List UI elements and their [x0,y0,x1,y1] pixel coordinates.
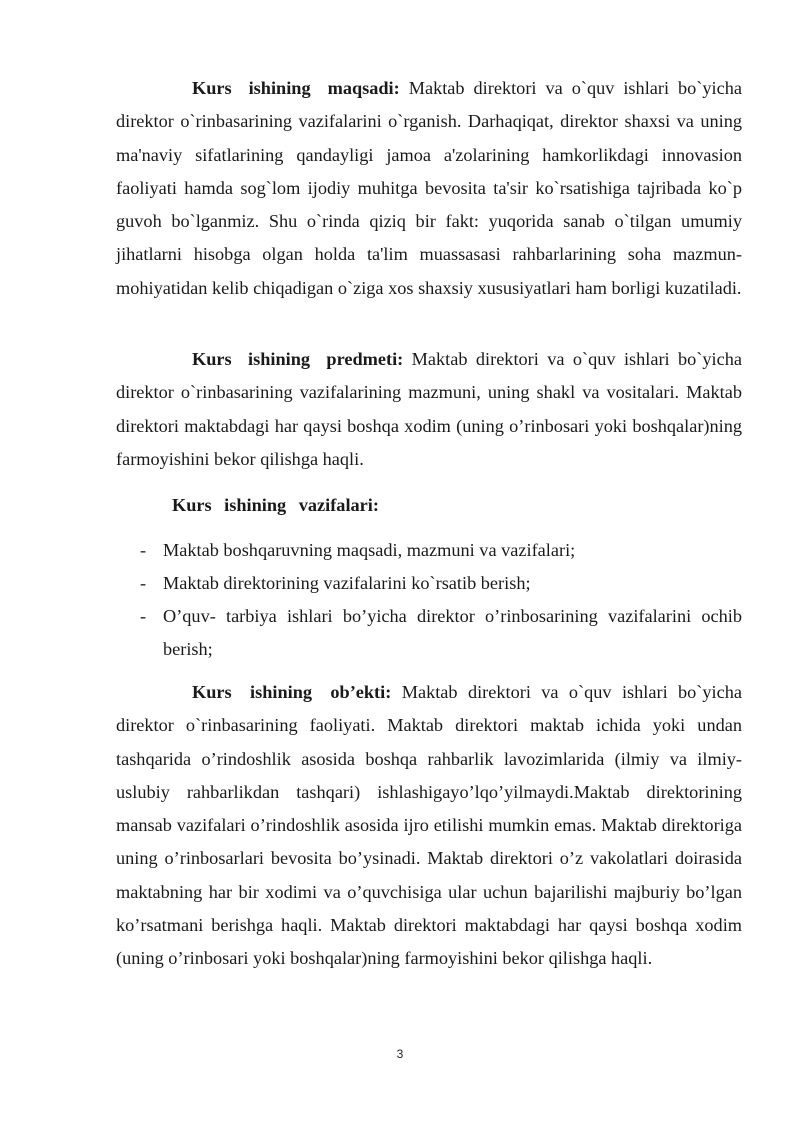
text-obekti: Maktab direktori va o`quv ishlari bo`yicha direktor o`rinbasarining faoliyati. Maktab direktori maktab ichida yoki undan tashqarida o’rindoshlik asosida boshqa rahbarlik lavozimlarida (ilmiy va ilmiy-uslubiy rahbarlikdan tashqari) ishlashigayo’lqo’yilmaydi.Maktab direktorining mansab vazifalari o’rindoshlik asosida ijro etilishi mumkin emas. Maktab direktoriga uning o’rinbosarlari bevosita bo’ysinadi. Maktab direktori o’z vakolatlari doirasida maktabning har bir xodimi va o’quvchisiga ular uchun bajarilishi majburiy bo’lgan ko’rsatmani berishga haqli. Maktab direktori maktabdagi har qaysi boshqa xodim (uning o’rinbosari yoki boshqalar)ning farmoyishini bekor qilishga haqli. [116,682,742,969]
heading-maqsadi: Kurs ishining maqsadi: [192,78,400,98]
heading-vazifalari: Kurs ishining vazifalari: [172,495,379,515]
page-number: 3 [396,1047,404,1061]
paragraph-predmeti [116,343,742,476]
heading-predmeti: Kurs ishining predmeti: [192,349,404,369]
heading-obekti: Kurs ishining ob’ekti: [192,682,392,702]
paragraph-obekti [116,676,742,976]
paragraph-maqsadi [116,72,742,305]
list-item: - O’quv- tarbiya ishlari bo’yicha direktor o’rinbosarining vazifalarini ochib berish; [140,606,742,659]
list-item: - Maktab boshqaruvning maqsadi, mazmuni va vazifalari; [140,540,576,560]
list-item: - Maktab direktorining vazifalarini ko`rsatib berish; [140,573,531,593]
text-predmeti: Maktab direktori va o`quv ishlari bo`yicha direktor o`rinbasarining vazifalarining mazmuni, uning shakl va vositalari. Maktab direktori maktabdagi har qaysi boshqa xodim (uning o’rinbosari yoki boshqalar)ning farmoyishini bekor qilishga haqli. [116,349,742,469]
vazifalari-list [116,534,742,666]
text-maqsadi: Maktab direktori va o`quv ishlari bo`yicha direktor o`rinbasarining vazifalarini o`rganish. Darhaqiqat, direktor shaxsi va uning ma'naviy sifatlarining qandayligi jamoa a'zolarining hamkorlikdagi innovasion faoliyati hamda sog`lom ijodiy muhitga bevosita ta'sir ko`rsatishiga tajribada ko`p guvoh bo`lganmiz. Shu o`rinda qiziq bir fakt: yuqorida sanab o`tilgan umumiy jihatlarni hisobga olgan holda ta'lim muassasasi rahbarlarining soha mazmun-mohiyatidan kelib chiqadigan o`ziga xos shaxsiy xususiyatlari ham borligi kuzatiladi. [116,78,742,298]
